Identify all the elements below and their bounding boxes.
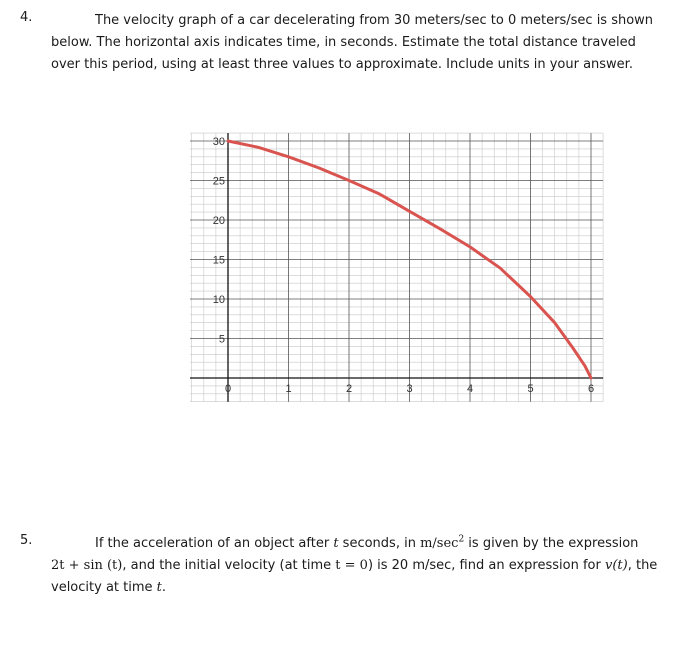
q5-text: . bbox=[161, 580, 167, 595]
question-5-text bbox=[51, 533, 661, 599]
question-5-number: 5. bbox=[20, 533, 33, 548]
y-tick-label: 5 bbox=[218, 333, 225, 346]
x-tick-label: 2 bbox=[345, 383, 353, 395]
y-tick-label: 10 bbox=[212, 294, 225, 306]
question-4-line-2: below. The horizontal axis indicates time, in seconds. Estimate the total distance traveled bbox=[51, 35, 636, 50]
x-tick-label: 5 bbox=[527, 383, 534, 395]
x-tick-label: 4 bbox=[466, 383, 474, 395]
x-tick-label: 0 bbox=[224, 383, 232, 395]
q5-var-t: t bbox=[156, 580, 162, 595]
tick-labels bbox=[213, 136, 594, 395]
velocity-graph bbox=[190, 110, 630, 420]
q5-acceleration-expr: 2t + sin (t) bbox=[51, 558, 123, 573]
question-4-number: 4. bbox=[20, 10, 33, 25]
q5-text: , the bbox=[627, 558, 658, 573]
y-tick-label: 15 bbox=[212, 254, 225, 267]
minor-gridlines bbox=[190, 133, 603, 402]
q5-var-t: t bbox=[333, 536, 339, 551]
q5-text: seconds, in bbox=[338, 536, 421, 551]
x-tick-label: 3 bbox=[406, 383, 413, 395]
question-5-line-2 bbox=[51, 555, 661, 577]
question-5-line-3 bbox=[51, 577, 661, 599]
y-tick-label: 30 bbox=[212, 136, 225, 148]
y-tick-label: 20 bbox=[212, 215, 225, 227]
q5-unit: m/sec bbox=[420, 536, 459, 551]
question-4-line-3: over this period, using at least three values to approximate. Include units in your answer. bbox=[51, 57, 633, 72]
q5-exponent: 2 bbox=[458, 534, 465, 545]
y-tick-label: 25 bbox=[212, 175, 225, 188]
question-4-line-1: The velocity graph of a car decelerating from 30 meters/sec to 0 meters/sec is shown bbox=[95, 13, 654, 28]
q5-t-zero: t = 0 bbox=[335, 558, 368, 573]
question-5-line-1 bbox=[51, 533, 661, 555]
question-4-text bbox=[51, 10, 661, 76]
q5-text: , and the initial velocity (at time bbox=[122, 558, 336, 573]
x-tick-label: 6 bbox=[587, 383, 595, 395]
q5-text: If the acceleration of an object after bbox=[95, 536, 334, 551]
q5-var-v: v(t) bbox=[604, 558, 628, 573]
q5-text: velocity at time bbox=[51, 580, 157, 595]
q5-text: ) is 20 m/sec, find an expression for bbox=[367, 558, 605, 573]
q5-text: is given by the expression bbox=[464, 536, 639, 551]
x-tick-label: 1 bbox=[285, 383, 292, 395]
